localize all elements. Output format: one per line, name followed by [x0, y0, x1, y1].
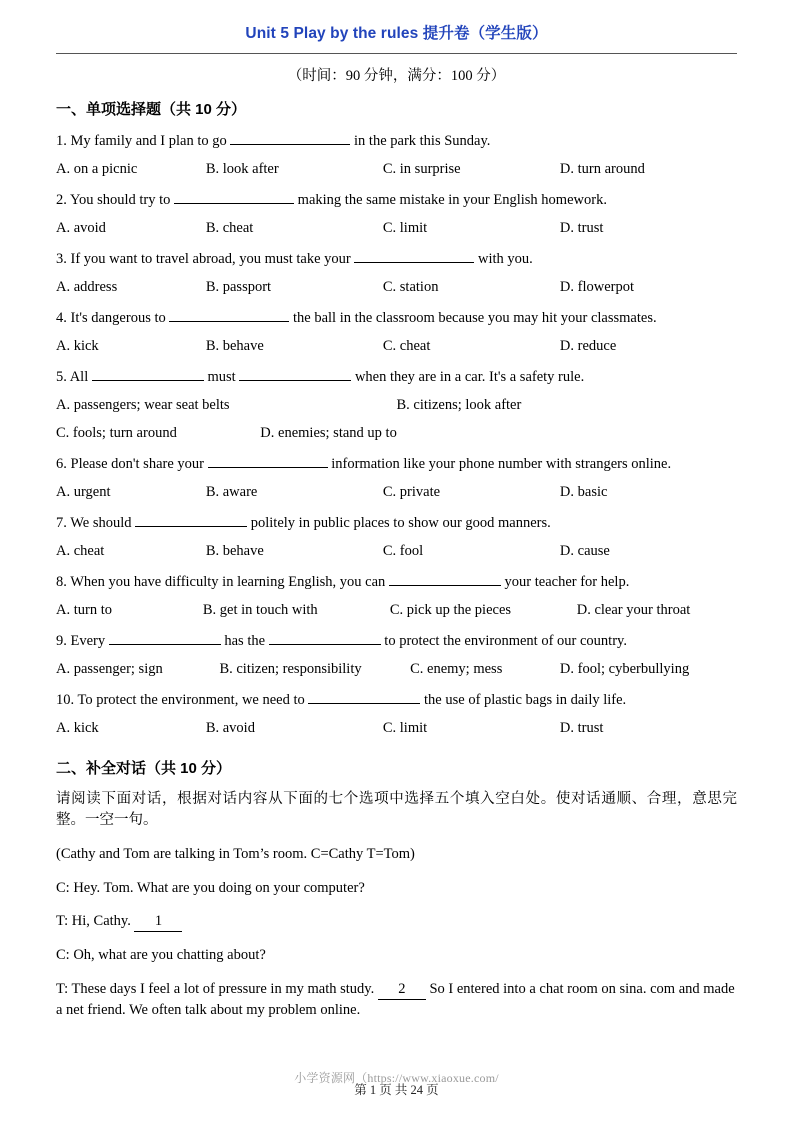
question-6-options — [56, 483, 737, 501]
option-b[interactable]: B. aware — [205, 484, 258, 501]
question-10-stem-before: 10. To protect the environment, we need to — [56, 692, 309, 709]
question-9-stem-before: 9. Every — [56, 633, 109, 650]
option-c[interactable]: C. limit — [382, 720, 428, 737]
option-b[interactable]: B. citizens; look after — [396, 396, 522, 413]
option-a[interactable]: A. on a picnic — [56, 160, 138, 177]
option-a[interactable]: A. address — [56, 278, 118, 295]
option-c[interactable]: C. in surprise — [382, 160, 461, 177]
question-1 — [56, 130, 737, 150]
question-2-options — [56, 219, 737, 237]
question-10-options — [56, 719, 737, 737]
option-b[interactable]: B. cheat — [205, 219, 254, 236]
option-a[interactable]: A. kick — [56, 337, 99, 354]
watermark: 小学资源网（https://www.xiaoxue.com/ — [294, 1071, 499, 1085]
question-10-stem-after: the use of plastic bags in daily life. — [420, 692, 627, 709]
question-8-stem-before: 8. When you have difficulty in learning English, you can — [56, 574, 389, 590]
dialogue-line-4-after: So I entered into a chat room on sina. com and made a net friend. We often talk about my problem online. — [56, 980, 735, 1018]
question-9 — [56, 630, 737, 650]
question-2 — [56, 189, 737, 209]
option-a[interactable]: A. passengers; wear seat belts — [56, 396, 230, 413]
option-a[interactable]: A. urgent — [56, 484, 111, 501]
question-10 — [56, 689, 737, 709]
answer-blank — [239, 366, 351, 381]
answer-blank — [169, 307, 289, 322]
question-8-stem-after: your teacher for help. — [500, 574, 630, 590]
question-8 — [56, 571, 737, 591]
question-8-options — [56, 601, 737, 619]
dialogue-line-3: C: Oh, what are you chatting about? — [56, 947, 266, 964]
question-5-options-row2 — [56, 424, 737, 442]
option-b[interactable]: B. avoid — [205, 720, 255, 737]
answer-blank — [389, 571, 501, 586]
option-a[interactable]: A. cheat — [56, 543, 105, 560]
answer-blank — [354, 248, 474, 263]
answer-blank — [174, 189, 294, 204]
question-9-stem-after: to protect the environment of our country. — [380, 633, 627, 650]
question-4-options — [56, 337, 737, 355]
option-d[interactable]: D. trust — [559, 720, 604, 737]
option-d[interactable]: D. reduce — [559, 337, 617, 354]
option-d[interactable]: D. flowerpot — [559, 278, 634, 295]
option-a[interactable]: A. avoid — [56, 219, 106, 236]
question-3-stem-after: with you. — [474, 250, 533, 267]
question-7 — [56, 512, 737, 532]
dialogue-blank-1: 1 — [134, 911, 182, 932]
answer-blank — [135, 512, 247, 527]
exam-subtitle: （时间：90 分钟，满分：100 分） — [287, 68, 506, 84]
option-d[interactable]: D. fool; cyberbullying — [559, 661, 690, 678]
question-6 — [56, 453, 737, 473]
question-4 — [56, 307, 737, 327]
question-1-stem-after: in the park this Sunday. — [350, 132, 491, 149]
title-divider — [56, 53, 737, 54]
question-5 — [56, 366, 737, 386]
answer-blank — [208, 453, 328, 468]
option-d[interactable]: D. basic — [559, 484, 608, 501]
option-c[interactable]: C. limit — [382, 219, 428, 236]
dialogue-blank-2: 2 — [378, 979, 426, 1000]
option-c[interactable]: C. pick up the pieces — [389, 602, 512, 619]
question-6-stem-before: 6. Please don't share your — [56, 455, 208, 472]
option-c[interactable]: C. station — [382, 278, 439, 295]
option-d[interactable]: D. enemies; stand up to — [260, 425, 397, 442]
option-b[interactable]: B. citizen; responsibility — [219, 661, 362, 678]
question-3-options — [56, 278, 737, 296]
option-c[interactable]: C. private — [382, 484, 441, 501]
question-4-stem-before: 4. It's dangerous to — [56, 309, 170, 326]
option-d[interactable]: D. cause — [559, 543, 610, 560]
option-c[interactable]: C. enemy; mess — [410, 661, 503, 678]
question-9-options — [56, 660, 737, 678]
question-3 — [56, 248, 737, 268]
option-b[interactable]: B. behave — [205, 337, 264, 354]
question-7-stem-after: politely in public places to show our good manners. — [247, 514, 551, 531]
option-d[interactable]: D. clear your throat — [576, 602, 691, 619]
option-b[interactable]: B. passport — [205, 278, 272, 295]
answer-blank — [109, 630, 221, 645]
answer-blank — [269, 630, 381, 645]
option-b[interactable]: B. look after — [205, 160, 279, 177]
option-c[interactable]: C. fools; turn around — [56, 425, 177, 442]
question-1-options — [56, 160, 737, 178]
section-heading-2: 二、补全对话（共 10 分） — [56, 760, 232, 778]
dialogue-line-2-before: T: Hi, Cathy. — [56, 912, 135, 929]
question-7-stem-before: 7. We should — [56, 514, 136, 531]
option-b[interactable]: B. get in touch with — [202, 602, 318, 619]
section-heading-1: 一、单项选择题（共 10 分） — [56, 101, 247, 118]
page-footer: 第 1 页 共 24 页 — [354, 1083, 439, 1097]
answer-blank — [230, 130, 350, 145]
option-d[interactable]: D. turn around — [559, 160, 645, 177]
dialogue-line-1: C: Hey. Tom. What are you doing on your computer? — [56, 879, 365, 896]
option-b[interactable]: B. behave — [205, 543, 264, 560]
dialogue-line-4 — [56, 979, 737, 1021]
question-5-options-row1 — [56, 396, 737, 414]
option-a[interactable]: A. passenger; sign — [56, 661, 163, 678]
question-2-stem-after: making the same mistake in your English homework. — [294, 191, 607, 208]
dialogue-line-4-before: T: These days I feel a lot of pressure in my math study. — [56, 980, 378, 997]
answer-blank — [308, 689, 420, 704]
page-title: Unit 5 Play by the rules 提升卷（学生版） — [245, 25, 548, 42]
dialogue-line-2 — [56, 911, 737, 932]
question-3-stem-before: 3. If you want to travel abroad, you must take your — [56, 250, 355, 267]
answer-blank — [92, 366, 204, 381]
question-4-stem-after: the ball in the classroom because you may hit your classmates. — [289, 309, 657, 326]
question-5-stem-mid: must — [203, 368, 240, 385]
question-5-stem-before: 5. All — [56, 368, 92, 385]
dialogue-setting: (Cathy and Tom are talking in Tom’s room. C=Cathy T=Tom) — [56, 846, 415, 863]
option-d[interactable]: D. trust — [559, 219, 604, 236]
question-2-stem-before: 2. You should try to — [56, 191, 175, 208]
question-5-stem-after: when they are in a car. It's a safety rule. — [351, 368, 585, 385]
dialogue-instruction: 请阅读下面对话，根据对话内容从下面的七个选项中选择五个填入空白处。使对话通顺、合理，意思完整。一空一句。 — [56, 791, 737, 829]
question-6-stem-after: information like your phone number with strangers online. — [327, 455, 672, 472]
option-c[interactable]: C. fool — [382, 543, 424, 560]
option-c[interactable]: C. cheat — [382, 337, 431, 354]
option-a[interactable]: A. turn to — [56, 602, 112, 619]
question-1-stem-before: 1. My family and I plan to go — [56, 132, 231, 149]
question-9-stem-mid: has the — [220, 633, 269, 650]
question-7-options — [56, 542, 737, 560]
option-a[interactable]: A. kick — [56, 720, 99, 737]
